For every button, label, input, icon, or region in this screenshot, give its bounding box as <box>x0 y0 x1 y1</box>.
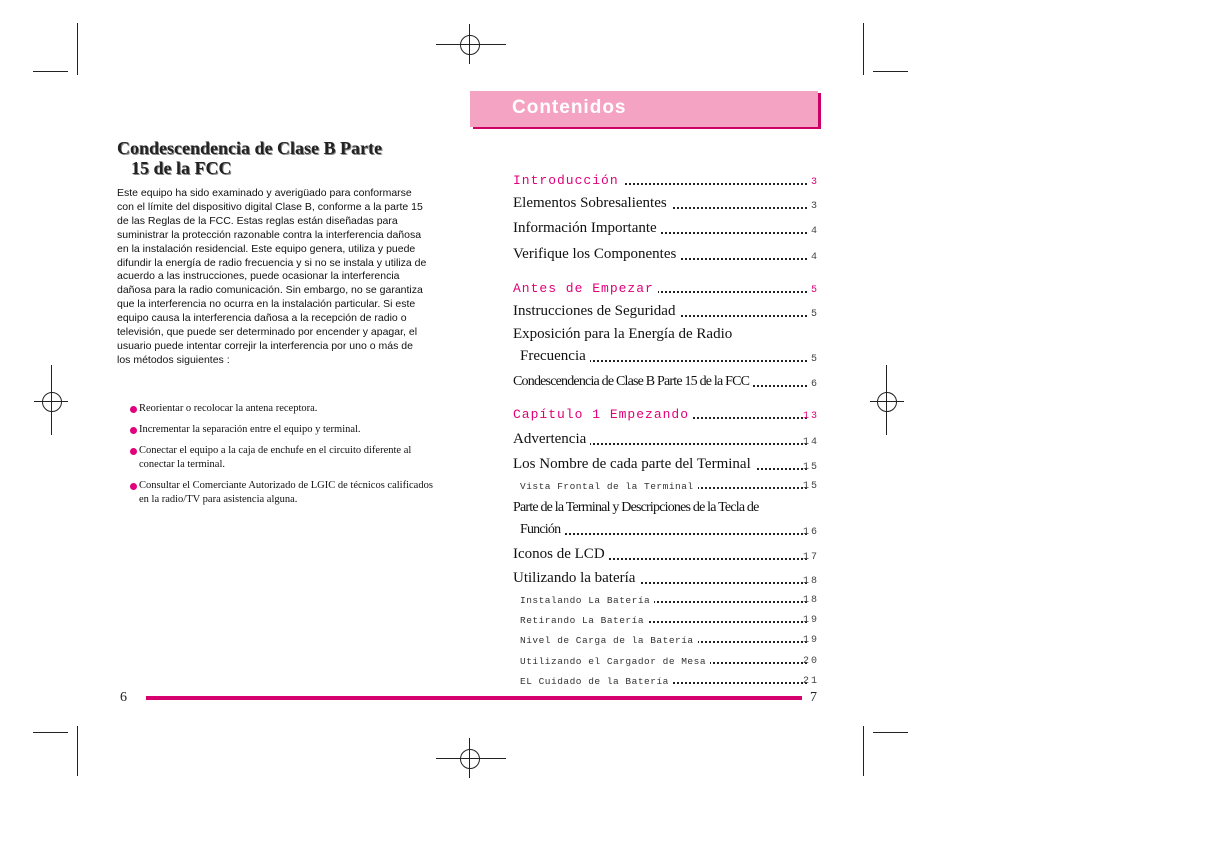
registration-mark-icon <box>469 24 470 64</box>
crop-mark <box>77 726 78 776</box>
toc-entry[interactable] <box>513 543 819 563</box>
toc-entry[interactable] <box>513 626 819 646</box>
toc-entry-label: Frecuencia <box>513 348 590 365</box>
toc-entry-page: 3 <box>810 201 819 212</box>
registration-mark-icon <box>51 365 52 435</box>
bullet-icon <box>130 448 137 455</box>
toc-entry-label-line1: Exposición para la Energía de Radio <box>513 326 733 342</box>
toc-entry-page: 4 <box>810 226 819 237</box>
toc-entry[interactable] <box>513 276 819 296</box>
toc-entry[interactable] <box>513 586 819 606</box>
toc-entry[interactable] <box>513 168 819 188</box>
contents-header-title: Contenidos <box>512 97 627 118</box>
bullet-icon <box>130 406 137 413</box>
list-item <box>130 479 435 507</box>
section-title-line2: 15 de la FCC <box>131 158 232 178</box>
toc-entry-label: Los Nombre de cada parte del Terminal <box>513 456 755 473</box>
list-item <box>130 402 435 416</box>
crop-mark <box>33 732 68 733</box>
toc-entry[interactable] <box>513 370 819 390</box>
toc-entry-label: Introducción <box>513 173 623 188</box>
registration-mark-icon <box>42 392 62 412</box>
toc-entry[interactable] <box>513 472 819 492</box>
toc-entry-label: Verifique los Componentes <box>513 246 680 263</box>
crop-mark <box>863 23 864 75</box>
contents-header <box>470 91 818 127</box>
toc-entry-page: 21 <box>802 676 819 687</box>
toc-entry-label: Utilizando la batería <box>513 570 639 587</box>
toc-entry-page: 13 <box>802 411 819 422</box>
toc-entry[interactable] <box>513 243 819 263</box>
bullet-list <box>130 402 435 514</box>
registration-mark-icon <box>460 35 480 55</box>
toc-entry-label: Función <box>513 522 564 538</box>
crop-mark <box>873 732 908 733</box>
toc-entry-label: Capítulo 1 Empezando <box>513 407 693 422</box>
toc-entry-label: Instalando La Batería <box>513 595 654 606</box>
list-item-text: Reorientar o recolocar la antena receptora. <box>139 403 318 414</box>
toc-entry[interactable] <box>513 192 819 212</box>
toc-entry-page: 14 <box>802 437 819 448</box>
page-number-right: 7 <box>810 690 817 705</box>
toc-entry[interactable] <box>513 647 819 667</box>
toc-entry-label: Vista Frontal de la Terminal <box>513 481 698 492</box>
toc-entry[interactable] <box>513 428 819 448</box>
toc-entry-label: EL Cuidado de la Batería <box>513 676 673 687</box>
toc-entry-page: 18 <box>802 595 819 606</box>
toc-entry[interactable] <box>513 217 819 237</box>
toc-entry-page: 16 <box>802 527 819 538</box>
list-item <box>130 444 435 472</box>
toc-entry-label: Utilizando el Cargador de Mesa <box>513 656 710 667</box>
toc-entry-label: Iconos de LCD <box>513 546 609 563</box>
list-item-text: Consultar el Comerciante Autorizado de LGIC de técnicos calificados en la radio/TV para asistencia alguna. <box>139 480 433 505</box>
list-item <box>130 423 435 437</box>
toc-entry-label: Información Importante <box>513 220 661 237</box>
page-number-left: 6 <box>120 690 127 705</box>
toc-entry-label: Condescendencia de Clase B Parte 15 de la FCC <box>513 374 753 390</box>
toc-entry-page: 19 <box>802 615 819 626</box>
toc-entry-page: 15 <box>802 481 819 492</box>
toc-entry-page: 17 <box>802 552 819 563</box>
toc-entry-label: Advertencia <box>513 431 590 448</box>
section-title-line1: Condescendencia de Clase B Parte <box>117 138 382 158</box>
body-paragraph: Este equipo ha sido examinado y averigüado para conformarse con el límite del dispositivo digital Clase B, conforme a la parte 15 de las Reglas de la FCC. Estas reglas están diseñadas para suministrar la protección razonable contra la interferencia dañosa en la instalación residencial. Este equipo genera, utiliza y puede difundir la energía de radio frecuencia y si no se instala y utiliza de acuerdo a las instrucciones, puede ocasionar la interferencia dañosa para la radio comunicación. Sin embargo, no se garantiza que la interferencia no ocurra en la instalación particular. Si este equipo causa la interferencia dañosa a la recepción de radio o televisión, que puede ser determinado por encender y apagar, el usuario puede intentar correjir la interferencia por uno o más de los métodos siguientes : <box>117 187 427 366</box>
toc-entry-label: Instrucciones de Seguridad <box>513 303 679 320</box>
toc-entry[interactable] <box>513 300 819 320</box>
registration-mark-icon <box>436 44 506 45</box>
registration-mark-icon <box>870 401 904 402</box>
registration-mark-icon <box>460 749 480 769</box>
toc-entry-page: 3 <box>810 177 819 188</box>
toc-entry-page: 5 <box>810 309 819 320</box>
toc-entry[interactable] <box>513 402 819 422</box>
toc-entry[interactable] <box>513 606 819 626</box>
toc-entry-label: Antes de Empezar <box>513 281 658 296</box>
crop-mark <box>863 726 864 776</box>
toc-entry-label-line1: Parte de la Terminal y Descripciones de la Tecla de <box>513 500 759 515</box>
crop-mark <box>873 71 908 72</box>
toc-entry-label: Retirando La Batería <box>513 615 648 626</box>
toc-entry-label: Nivel de Carga de la Batería <box>513 635 698 646</box>
toc-entry[interactable] <box>513 518 819 538</box>
list-item-text: Conectar el equipo a la caja de enchufe en el circuito diferente al conectar la terminal. <box>139 445 412 470</box>
toc-entry-page: 6 <box>810 379 819 390</box>
crop-mark <box>77 23 78 75</box>
toc-entry-label: Elementos Sobresalientes <box>513 195 671 212</box>
toc-entry-page: 5 <box>810 285 819 296</box>
toc-entry-page: 20 <box>802 656 819 667</box>
toc-entry[interactable] <box>513 667 819 687</box>
registration-mark-icon <box>877 392 897 412</box>
section-title <box>117 138 447 178</box>
toc-entry-page: 19 <box>802 635 819 646</box>
crop-mark <box>33 71 68 72</box>
toc-entry[interactable] <box>513 567 819 587</box>
registration-mark-icon <box>886 365 887 435</box>
bullet-icon <box>130 483 137 490</box>
toc-entry-page: 5 <box>810 354 819 365</box>
toc-entry-page: 15 <box>802 462 819 473</box>
toc-entry-page: 18 <box>802 576 819 587</box>
toc-entry-page: 4 <box>810 252 819 263</box>
toc-entry[interactable] <box>513 453 819 473</box>
footer-rule <box>146 696 802 700</box>
registration-mark-icon <box>436 758 506 759</box>
registration-mark-icon <box>469 738 470 778</box>
bullet-icon <box>130 427 137 434</box>
list-item-text: Incrementar la separación entre el equipo y terminal. <box>139 424 361 435</box>
toc-entry[interactable] <box>513 345 819 365</box>
